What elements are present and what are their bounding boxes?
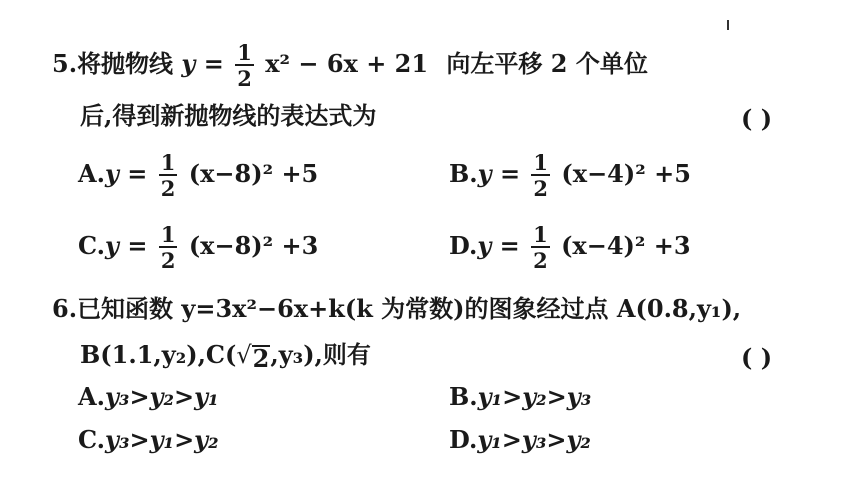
q5-stem-line2: 后,得到新抛物线的表达式为 bbox=[80, 101, 377, 130]
sqrt-symbol-icon: √ bbox=[236, 341, 252, 369]
q5-option-b-fraction bbox=[531, 152, 550, 199]
q6-option-a-text: y₃>y₂>y₁ bbox=[104, 382, 219, 411]
q6-option-c bbox=[78, 425, 219, 454]
q6-option-b bbox=[449, 382, 592, 411]
q6-option-a bbox=[78, 382, 219, 411]
q6-sqrt bbox=[236, 343, 270, 371]
q6-stem-text2b: ,y₃),则有 bbox=[270, 340, 371, 369]
q6-answer-parens: ( ) bbox=[741, 343, 773, 372]
q5-number: 5. bbox=[52, 49, 78, 78]
q5-option-d-label: D. bbox=[449, 231, 478, 260]
q6-stem-text2a: B(1.1,y₂),C( bbox=[80, 340, 237, 369]
q5-option-a-fraction bbox=[159, 152, 178, 199]
q5-eq-equals: = bbox=[203, 49, 224, 78]
q6-option-d bbox=[449, 425, 591, 454]
q6-option-a-label: A. bbox=[78, 382, 105, 411]
q5-eq-y: y bbox=[181, 49, 196, 78]
q6-option-c-label: C. bbox=[78, 425, 106, 454]
q6-stem-text1: 已知函数 y=3x²−6x+k(k 为常数)的图象经过点 A(0.8,y₁), bbox=[77, 294, 742, 323]
q5-eq-rest: x² − 6x + 21 bbox=[265, 49, 429, 78]
q5-option-c-num: 1 bbox=[160, 222, 176, 247]
q6-option-b-text: y₁>y₂>y₃ bbox=[477, 382, 592, 411]
q5-option-a-num: 1 bbox=[160, 150, 176, 175]
q6-stem-line1 bbox=[52, 294, 742, 323]
q5-frac-num: 1 bbox=[237, 40, 252, 65]
q5-answer-parens: ( ) bbox=[741, 104, 773, 133]
q5-option-a-rhs: (x−8)² +5 bbox=[188, 159, 319, 188]
q5-frac-den: 2 bbox=[237, 66, 252, 91]
q5-option-a-lhs: y = bbox=[104, 159, 148, 188]
q6-sqrt-arg: 2 bbox=[252, 344, 270, 373]
q6-number: 6. bbox=[52, 294, 78, 323]
q5-option-d-num: 1 bbox=[533, 222, 548, 247]
q5-option-c-label: C. bbox=[78, 231, 106, 260]
q5-option-b bbox=[449, 152, 691, 199]
q5-option-b-label: B. bbox=[449, 159, 478, 188]
q6-option-c-text: y₃>y₁>y₂ bbox=[105, 425, 219, 454]
q5-option-d-lhs: y = bbox=[477, 231, 520, 260]
q5-stem-before: 将抛物线 bbox=[77, 49, 174, 78]
q5-option-b-rhs: (x−4)² +5 bbox=[561, 159, 691, 188]
q5-option-d bbox=[449, 224, 691, 271]
q6-option-d-label: D. bbox=[449, 425, 478, 454]
q5-option-b-den: 2 bbox=[533, 176, 549, 201]
q5-option-c bbox=[78, 224, 318, 271]
q5-option-c-fraction bbox=[159, 224, 178, 271]
q6-option-b-label: B. bbox=[449, 382, 478, 411]
q5-option-a bbox=[78, 152, 318, 199]
q5-option-a-den: 2 bbox=[160, 176, 176, 201]
q6-stem-line2 bbox=[80, 340, 371, 373]
q5-option-d-rhs: (x−4)² +3 bbox=[561, 231, 691, 260]
q5-stem-after: 向左平移 2 个单位 bbox=[446, 49, 648, 78]
q5-option-c-rhs: (x−8)² +3 bbox=[188, 231, 319, 260]
q5-option-c-lhs: y = bbox=[105, 231, 148, 260]
q5-option-d-fraction bbox=[531, 224, 550, 271]
q5-option-d-den: 2 bbox=[533, 248, 548, 273]
margin-tick-mark bbox=[727, 20, 729, 30]
q5-option-b-lhs: y = bbox=[477, 159, 521, 188]
q6-option-d-text: y₁>y₃>y₂ bbox=[477, 425, 591, 454]
q5-option-a-label: A. bbox=[78, 159, 105, 188]
q5-stem-line1 bbox=[52, 42, 648, 89]
q5-option-b-num: 1 bbox=[533, 150, 549, 175]
q5-option-c-den: 2 bbox=[160, 248, 176, 273]
q5-fraction bbox=[235, 42, 254, 89]
